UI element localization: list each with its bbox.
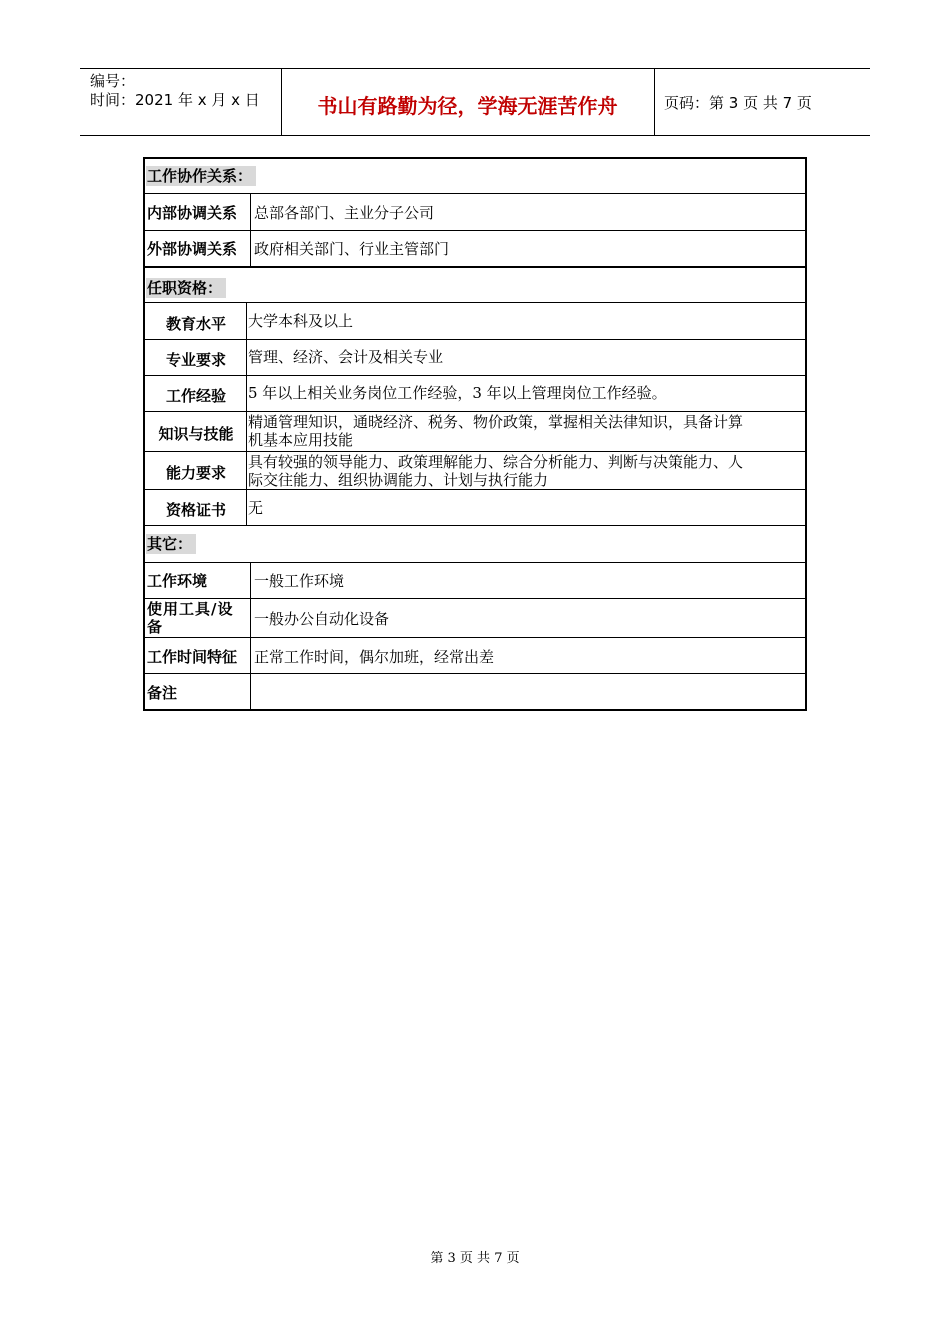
- document-date: 时间：2021 年 x 月 x 日: [90, 91, 260, 109]
- value-ability-line1: 具有较强的领导能力、政策理解能力、综合分析能力、判断与决策能力、人: [248, 453, 744, 471]
- label-external-coordination: 外部协调关系: [147, 240, 238, 258]
- label-tools-equipment-line2: 备: [147, 618, 163, 636]
- label-education: 教育水平: [165, 315, 226, 333]
- value-external-coordination: 政府相关部门、行业主管部门: [254, 240, 450, 258]
- value-working-hours: 正常工作时间，偶尔加班，经常出差: [254, 648, 495, 666]
- label-tools-equipment-line1: 使用工具/设: [147, 600, 234, 618]
- header-motto: 书山有路勤为径，学海无涯苦作舟: [317, 94, 618, 118]
- value-knowledge-skills-line1: 精通管理知识，通晓经济、税务、物价政策，掌握相关法律知识，具备计算: [248, 413, 744, 431]
- label-internal-coordination: 内部协调关系: [147, 204, 238, 222]
- section-title-other: 其它：: [146, 534, 196, 554]
- value-certificate: 无: [248, 499, 264, 517]
- header-top-rule: [80, 68, 870, 69]
- document-number: 编号：: [90, 72, 136, 90]
- label-ability: 能力要求: [165, 464, 226, 482]
- value-tools-equipment: 一般办公自动化设备: [254, 610, 390, 628]
- value-education: 大学本科及以上: [248, 312, 354, 330]
- value-major: 管理、经济、会计及相关专业: [248, 348, 444, 366]
- label-remarks: 备注: [147, 684, 178, 702]
- label-certificate: 资格证书: [165, 501, 226, 519]
- header-divider: [654, 68, 655, 136]
- job-description-table: [143, 157, 807, 711]
- label-major: 专业要求: [165, 351, 226, 369]
- section-title-qualifications: 任职资格：: [146, 278, 226, 298]
- section-title-collaboration: 工作协作关系：: [146, 166, 256, 186]
- label-work-environment: 工作环境: [147, 572, 208, 590]
- header-page-number: 页码：第 3 页 共 7 页: [664, 94, 812, 112]
- label-knowledge-skills: 知识与技能: [158, 425, 234, 443]
- label-experience: 工作经验: [165, 387, 226, 405]
- value-work-environment: 一般工作环境: [254, 572, 345, 590]
- value-knowledge-skills-line2: 机基本应用技能: [248, 431, 354, 449]
- value-internal-coordination: 总部各部门、主业分子公司: [254, 204, 435, 222]
- header-bottom-rule: [80, 135, 870, 136]
- value-experience: 5 年以上相关业务岗位工作经验，3 年以上管理岗位工作经验。: [248, 384, 667, 402]
- label-working-hours: 工作时间特征: [147, 648, 238, 666]
- page-footer: 第 3 页 共 7 页: [430, 1251, 520, 1266]
- value-ability-line2: 际交往能力、组织协调能力、计划与执行能力: [248, 471, 549, 489]
